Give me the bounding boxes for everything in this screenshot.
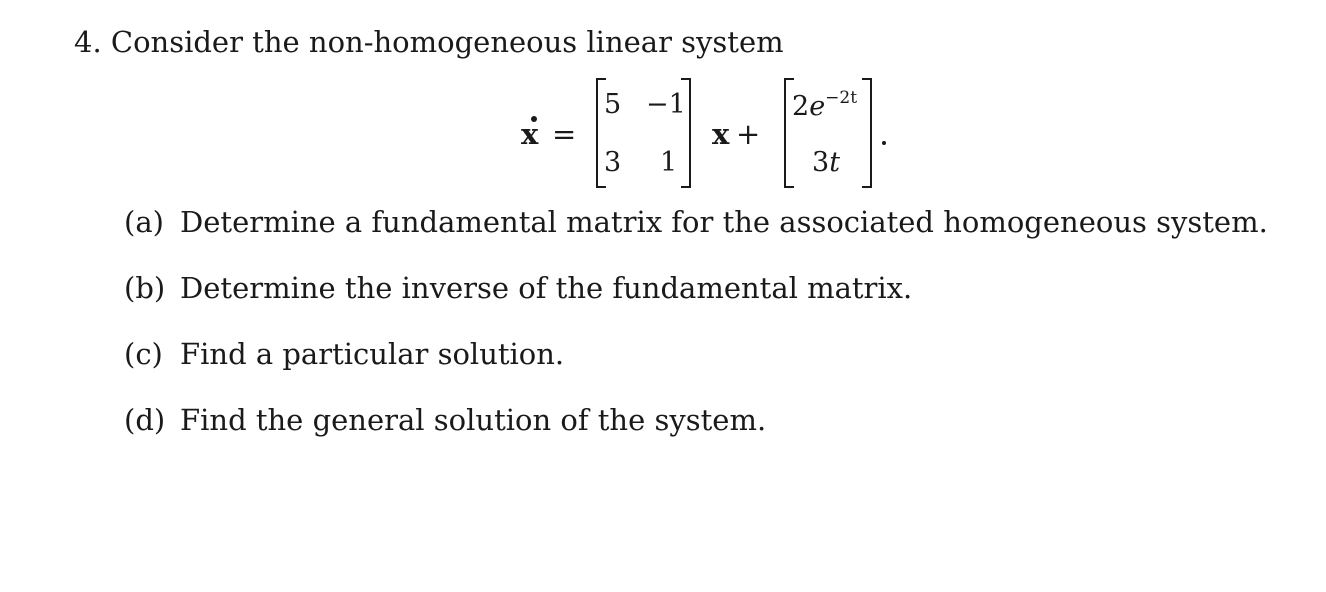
forcing-bottom-var: t — [829, 147, 841, 178]
equation-period — [882, 141, 886, 145]
forcing-bottom-coef: 3 — [812, 147, 830, 178]
matrix-entry-21: 3 — [604, 147, 622, 178]
part-d-label: (d) — [124, 403, 166, 437]
matrix-entry-22: 1 — [660, 147, 678, 178]
vector-right-bracket — [862, 78, 872, 188]
part-c-label: (c) — [124, 337, 163, 371]
forcing-top-exponent: −2t — [825, 88, 858, 108]
plus-sign: + — [736, 117, 761, 151]
part-b-label: (b) — [124, 271, 166, 305]
part-c-text: Find a particular solution. — [180, 337, 565, 371]
forcing-top-coef: 2 — [792, 91, 810, 122]
matrix-right-bracket — [681, 78, 691, 188]
part-b-text: Determine the inverse of the fundamental matrix. — [180, 271, 913, 305]
part-a-label: (a) — [124, 205, 164, 239]
matrix-entry-12: −1 — [646, 89, 686, 120]
part-d — [124, 400, 766, 440]
lhs-x-dot: x — [521, 117, 539, 151]
part-c — [124, 334, 564, 374]
vector-x: x — [712, 117, 730, 151]
part-a — [124, 202, 1268, 242]
forcing-top-entry — [792, 88, 858, 125]
part-a-text: Determine a fundamental matrix for the associated homogeneous system. — [180, 205, 1268, 239]
forcing-bottom-entry — [812, 148, 840, 178]
matrix-entry-11: 5 — [604, 89, 622, 120]
part-b — [124, 268, 912, 308]
problem-heading: 4. Consider the non-homogeneous linear system — [74, 25, 784, 59]
part-d-text: Find the general solution of the system. — [180, 403, 767, 437]
forcing-top-base: e — [809, 91, 826, 122]
equals-sign: = — [552, 117, 577, 151]
equation — [0, 0, 1326, 200]
